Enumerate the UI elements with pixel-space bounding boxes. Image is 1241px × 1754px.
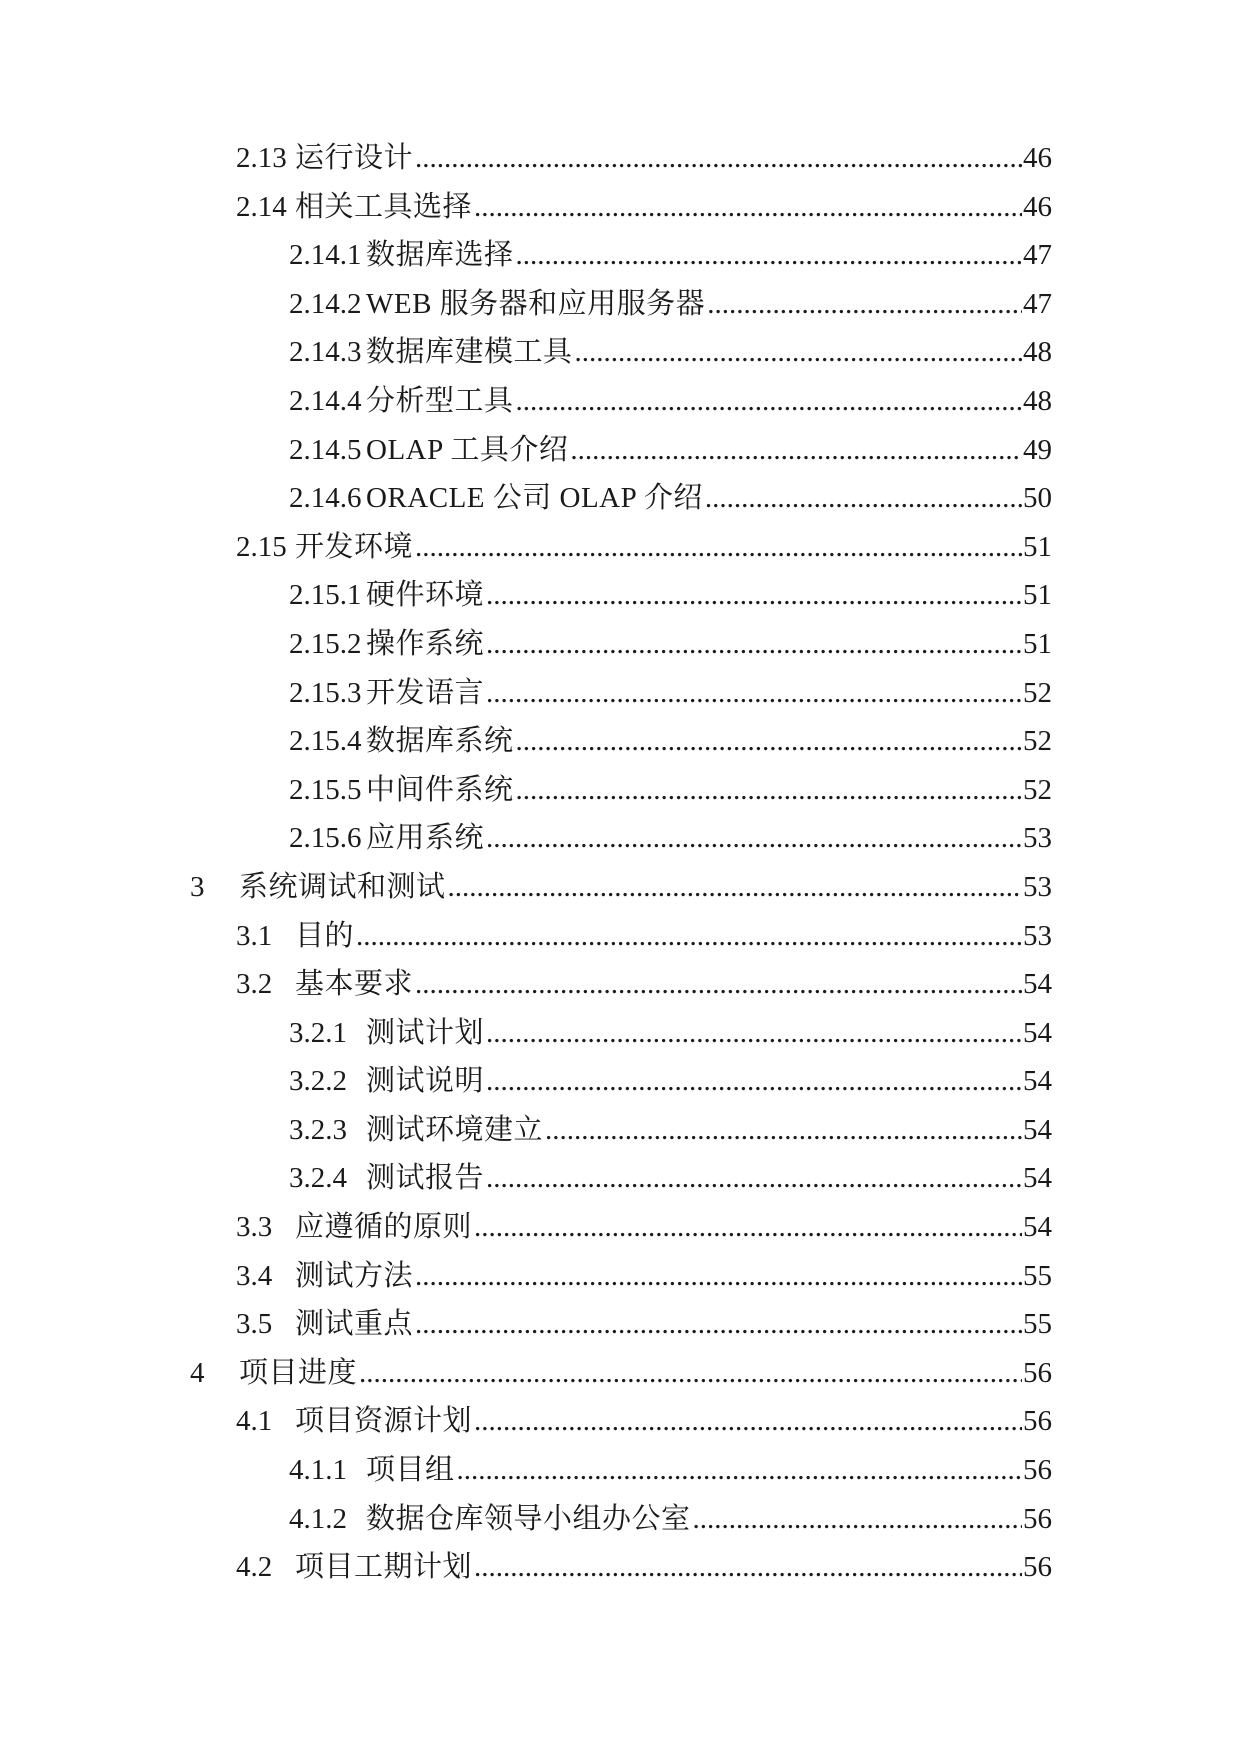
entry-title: 测试环境建立 <box>366 1113 544 1146</box>
entry-page-number: 56 <box>1023 1502 1052 1535</box>
entry-number: 4.1.2 <box>289 1502 347 1535</box>
entry-number: 3.2 <box>236 968 273 1001</box>
toc-entry[interactable] <box>190 1009 1052 1058</box>
entry-page-number: 51 <box>1023 579 1052 612</box>
entry-number: 3.2.3 <box>289 1113 347 1146</box>
entry-number: 2.14.1 <box>289 239 362 272</box>
toc-entry[interactable] <box>190 523 1052 572</box>
dot-leader <box>484 1057 1022 1106</box>
toc-entry[interactable] <box>190 377 1052 426</box>
toc-entry[interactable] <box>190 814 1052 863</box>
entry-number: 3 <box>190 870 205 903</box>
entry-page-number: 56 <box>1023 1551 1052 1584</box>
entry-number: 2.15.6 <box>289 822 362 855</box>
entry-page-number: 53 <box>1023 870 1052 903</box>
entry-page-number: 54 <box>1023 1211 1052 1244</box>
entry-number: 2.15.5 <box>289 773 362 806</box>
entry-page-number: 49 <box>1023 433 1052 466</box>
dot-leader <box>484 620 1022 669</box>
entry-number: 3.5 <box>236 1308 273 1341</box>
toc-entry[interactable] <box>190 1543 1052 1592</box>
entry-page-number: 47 <box>1023 287 1052 320</box>
dot-leader <box>484 571 1022 620</box>
entry-title: 目的 <box>295 919 355 952</box>
entry-number: 2.15 <box>236 530 287 563</box>
dot-leader <box>543 1106 1022 1155</box>
entry-title: 项目组 <box>366 1454 455 1487</box>
entry-page-number: 54 <box>1023 968 1052 1001</box>
entry-page-number: 46 <box>1023 142 1052 174</box>
entry-title: 分析型工具 <box>366 384 514 417</box>
entry-number: 2.15.1 <box>289 579 362 612</box>
entry-title: 项目进度 <box>239 1356 358 1389</box>
entry-number: 2.14.3 <box>289 336 362 369</box>
entry-number: 2.14.6 <box>289 482 362 515</box>
dot-leader <box>514 231 1022 280</box>
entry-title: WEB 服务器和应用服务器 <box>366 287 706 320</box>
entry-number: 3.1 <box>236 919 273 952</box>
entry-title: 测试方法 <box>295 1259 414 1292</box>
toc-entry[interactable] <box>190 474 1052 523</box>
entry-title: 数据库建模工具 <box>366 336 573 369</box>
entry-title: 项目资源计划 <box>295 1405 473 1438</box>
dot-leader <box>472 1203 1022 1252</box>
dot-leader <box>484 814 1022 863</box>
toc-entry[interactable] <box>190 1300 1052 1349</box>
toc-entry[interactable] <box>190 231 1052 280</box>
dot-leader <box>413 960 1022 1009</box>
toc-entry[interactable] <box>190 960 1052 1009</box>
toc-entry[interactable] <box>190 1446 1052 1495</box>
entry-number: 4.2 <box>236 1551 273 1584</box>
entry-page-number: 48 <box>1023 384 1052 417</box>
entry-page-number: 51 <box>1023 627 1052 660</box>
entry-page-number: 54 <box>1023 1016 1052 1049</box>
entry-page-number: 52 <box>1023 725 1052 758</box>
entry-page-number: 56 <box>1023 1356 1052 1389</box>
entry-title: 硬件环境 <box>366 579 485 612</box>
entry-number: 3.4 <box>236 1259 273 1292</box>
dot-leader <box>484 669 1022 718</box>
toc-entry[interactable] <box>190 134 1052 183</box>
entry-number: 2.14.2 <box>289 287 362 320</box>
entry-page-number: 56 <box>1023 1405 1052 1438</box>
entry-number: 3.2.4 <box>289 1162 347 1195</box>
entry-page-number: 55 <box>1023 1308 1052 1341</box>
entry-number: 2.14.5 <box>289 433 362 466</box>
entry-title: 运行设计 <box>295 142 414 174</box>
toc-entry[interactable] <box>190 620 1052 669</box>
dot-leader <box>446 863 1022 912</box>
toc-entry[interactable] <box>190 669 1052 718</box>
entry-title: 数据仓库领导小组办公室 <box>366 1502 691 1535</box>
toc-entry[interactable] <box>190 1397 1052 1446</box>
entry-page-number: 54 <box>1023 1162 1052 1195</box>
toc-entry[interactable] <box>190 912 1052 961</box>
entry-page-number: 53 <box>1023 919 1052 952</box>
dot-leader <box>514 717 1022 766</box>
entry-page-number: 53 <box>1023 822 1052 855</box>
entry-title: 项目工期计划 <box>295 1551 473 1584</box>
dot-leader <box>573 328 1022 377</box>
toc-entry[interactable] <box>190 1495 1052 1544</box>
toc-entry[interactable] <box>190 183 1052 232</box>
entry-number: 2.13 <box>236 142 287 174</box>
dot-leader <box>354 912 1022 961</box>
toc-entry[interactable] <box>190 1203 1052 1252</box>
entry-title: 相关工具选择 <box>295 190 473 223</box>
dot-leader <box>413 1300 1022 1349</box>
entry-page-number: 54 <box>1023 1065 1052 1098</box>
entry-number: 2.14 <box>236 190 287 223</box>
entry-page-number: 46 <box>1023 190 1052 223</box>
dot-leader <box>455 1446 1022 1495</box>
toc-entry[interactable] <box>190 328 1052 377</box>
dot-leader <box>484 1154 1022 1203</box>
toc-entry[interactable] <box>190 571 1052 620</box>
dot-leader <box>514 766 1022 815</box>
entry-number: 3.3 <box>236 1211 273 1244</box>
entry-title: 应遵循的原则 <box>295 1211 473 1244</box>
entry-page-number: 47 <box>1023 239 1052 272</box>
entry-page-number: 50 <box>1023 482 1052 515</box>
entry-title: 数据库选择 <box>366 239 514 272</box>
entry-number: 2.15.2 <box>289 627 362 660</box>
dot-leader <box>484 1009 1022 1058</box>
entry-number: 4.1 <box>236 1405 273 1438</box>
entry-title: OLAP 工具介绍 <box>366 433 569 466</box>
toc-entry[interactable] <box>190 1057 1052 1106</box>
dot-leader <box>472 183 1022 232</box>
toc-entry[interactable] <box>190 863 1052 912</box>
entry-page-number: 54 <box>1023 1113 1052 1146</box>
entry-title: 测试计划 <box>366 1016 485 1049</box>
dot-leader <box>691 1495 1022 1544</box>
entry-title: 开发语言 <box>366 676 485 709</box>
dot-leader <box>413 1252 1022 1301</box>
entry-title: 系统调试和测试 <box>239 870 446 903</box>
entry-number: 2.15.4 <box>289 725 362 758</box>
dot-leader <box>703 474 1022 523</box>
entry-number: 3.2.1 <box>289 1016 347 1049</box>
dot-leader <box>514 377 1022 426</box>
entry-number: 4.1.1 <box>289 1454 347 1487</box>
table-of-contents <box>190 134 1052 1592</box>
toc-entry[interactable] <box>190 1154 1052 1203</box>
dot-leader <box>472 1397 1022 1446</box>
toc-entry[interactable] <box>190 717 1052 766</box>
toc-entry[interactable] <box>190 426 1052 475</box>
entry-number: 3.2.2 <box>289 1065 347 1098</box>
dot-leader <box>705 280 1022 329</box>
dot-leader <box>472 1543 1022 1592</box>
entry-page-number: 56 <box>1023 1454 1052 1487</box>
dot-leader <box>413 523 1022 572</box>
entry-number: 2.14.4 <box>289 384 362 417</box>
entry-page-number: 52 <box>1023 676 1052 709</box>
entry-title: 基本要求 <box>295 968 414 1001</box>
dot-leader <box>413 134 1022 183</box>
entry-page-number: 52 <box>1023 773 1052 806</box>
toc-entry[interactable] <box>190 1252 1052 1301</box>
toc-entry[interactable] <box>190 280 1052 329</box>
entry-title: 测试报告 <box>366 1162 485 1195</box>
entry-title: 测试重点 <box>295 1308 414 1341</box>
entry-page-number: 55 <box>1023 1259 1052 1292</box>
entry-page-number: 51 <box>1023 530 1052 563</box>
toc-entry[interactable] <box>190 1106 1052 1155</box>
entry-title: 开发环境 <box>295 530 414 563</box>
toc-entry[interactable] <box>190 1349 1052 1398</box>
dot-leader <box>568 426 1022 475</box>
entry-title: ORACLE 公司 OLAP 介绍 <box>366 482 703 515</box>
entry-title: 中间件系统 <box>366 773 514 806</box>
entry-title: 操作系统 <box>366 627 485 660</box>
entry-title: 测试说明 <box>366 1065 485 1098</box>
dot-leader <box>357 1349 1022 1398</box>
entry-number: 4 <box>190 1356 205 1389</box>
entry-title: 应用系统 <box>366 822 485 855</box>
entry-title: 数据库系统 <box>366 725 514 758</box>
entry-page-number: 48 <box>1023 336 1052 369</box>
entry-number: 2.15.3 <box>289 676 362 709</box>
toc-entry[interactable] <box>190 766 1052 815</box>
